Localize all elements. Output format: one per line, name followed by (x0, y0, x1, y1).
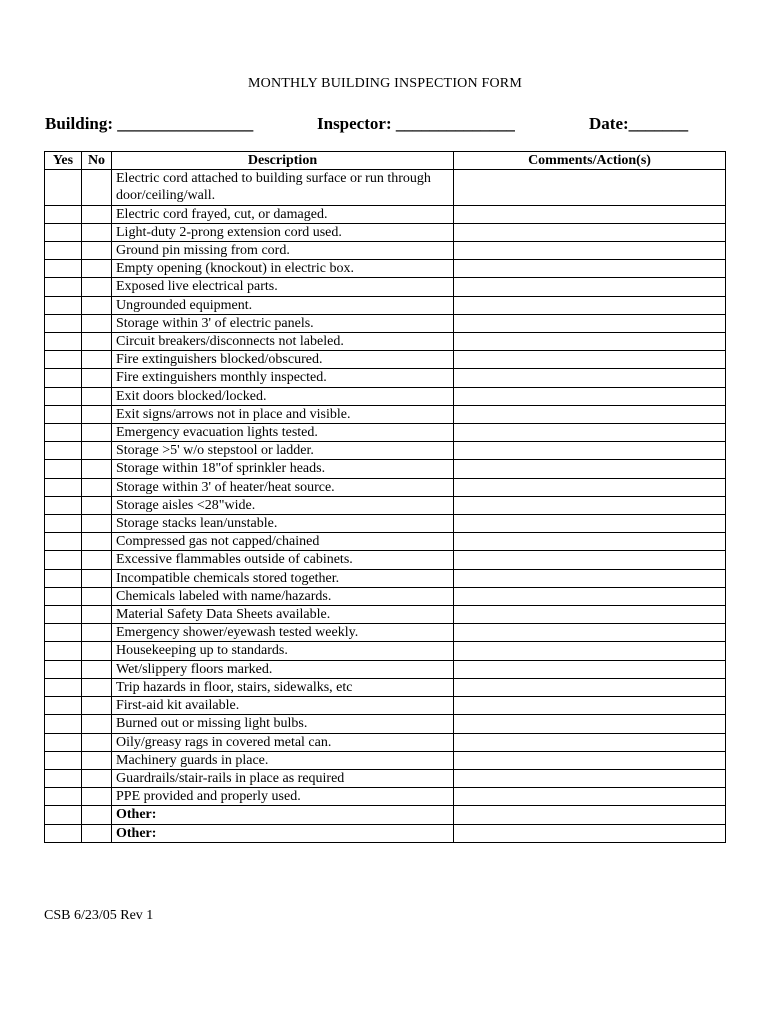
table-row (45, 751, 726, 769)
no-checkbox-cell[interactable] (82, 624, 112, 642)
no-checkbox-cell[interactable] (82, 642, 112, 660)
yes-checkbox-cell[interactable] (45, 587, 82, 605)
comments-cell[interactable] (454, 806, 726, 824)
no-checkbox-cell[interactable] (82, 170, 112, 205)
item-description: PPE provided and properly used. (112, 788, 454, 806)
table-row (45, 715, 726, 733)
yes-checkbox-cell[interactable] (45, 715, 82, 733)
comments-cell[interactable] (454, 624, 726, 642)
item-description: Electric cord frayed, cut, or damaged. (112, 205, 454, 223)
table-row (45, 387, 726, 405)
comments-cell[interactable] (454, 369, 726, 387)
yes-checkbox-cell[interactable] (45, 642, 82, 660)
table-row (45, 515, 726, 533)
item-description: Fire extinguishers monthly inspected. (112, 369, 454, 387)
table-row (45, 788, 726, 806)
comments-cell[interactable] (454, 442, 726, 460)
no-checkbox-cell[interactable] (82, 223, 112, 241)
yes-checkbox-cell[interactable] (45, 678, 82, 696)
no-checkbox-cell[interactable] (82, 533, 112, 551)
column-header-yes: Yes (45, 152, 82, 170)
yes-checkbox-cell[interactable] (45, 751, 82, 769)
comments-cell[interactable] (454, 788, 726, 806)
comments-cell[interactable] (454, 751, 726, 769)
item-description: Ground pin missing from cord. (112, 242, 454, 260)
comments-cell[interactable] (454, 223, 726, 241)
comments-cell[interactable] (454, 569, 726, 587)
comments-cell[interactable] (454, 170, 726, 205)
no-checkbox-cell[interactable] (82, 606, 112, 624)
comments-cell[interactable] (454, 405, 726, 423)
yes-checkbox-cell[interactable] (45, 624, 82, 642)
inspection-table (44, 151, 726, 843)
item-description: Machinery guards in place. (112, 751, 454, 769)
yes-checkbox-cell[interactable] (45, 478, 82, 496)
comments-cell[interactable] (454, 351, 726, 369)
yes-checkbox-cell[interactable] (45, 551, 82, 569)
comments-cell[interactable] (454, 333, 726, 351)
comments-cell[interactable] (454, 551, 726, 569)
no-checkbox-cell[interactable] (82, 751, 112, 769)
table-row (45, 533, 726, 551)
comments-cell[interactable] (454, 515, 726, 533)
no-checkbox-cell[interactable] (82, 569, 112, 587)
item-description: Storage within 18"of sprinkler heads. (112, 460, 454, 478)
comments-cell[interactable] (454, 642, 726, 660)
table-row (45, 769, 726, 787)
column-header-description: Description (112, 152, 454, 170)
table-header-row (45, 152, 726, 170)
table-row (45, 242, 726, 260)
table-row (45, 678, 726, 696)
column-header-comments: Comments/Action(s) (454, 152, 726, 170)
item-description: Incompatible chemicals stored together. (112, 569, 454, 587)
no-checkbox-cell[interactable] (82, 587, 112, 605)
table-row (45, 205, 726, 223)
no-checkbox-cell[interactable] (82, 515, 112, 533)
item-description: Fire extinguishers blocked/obscured. (112, 351, 454, 369)
yes-checkbox-cell[interactable] (45, 223, 82, 241)
item-description: Circuit breakers/disconnects not labeled. (112, 333, 454, 351)
column-header-no: No (82, 152, 112, 170)
comments-cell[interactable] (454, 660, 726, 678)
table-row (45, 278, 726, 296)
yes-checkbox-cell[interactable] (45, 515, 82, 533)
comments-cell[interactable] (454, 314, 726, 332)
no-checkbox-cell[interactable] (82, 405, 112, 423)
table-row (45, 260, 726, 278)
comments-cell[interactable] (454, 697, 726, 715)
table-row (45, 496, 726, 514)
table-row (45, 478, 726, 496)
yes-checkbox-cell[interactable] (45, 442, 82, 460)
table-row (45, 170, 726, 205)
comments-cell[interactable] (454, 387, 726, 405)
yes-checkbox-cell[interactable] (45, 806, 82, 824)
table-row (45, 442, 726, 460)
date-field[interactable]: Date:_______ (589, 114, 689, 133)
comments-cell[interactable] (454, 478, 726, 496)
comments-cell[interactable] (454, 715, 726, 733)
item-description: Exit signs/arrows not in place and visible. (112, 405, 454, 423)
item-description: Other: (112, 824, 454, 842)
no-checkbox-cell[interactable] (82, 715, 112, 733)
yes-checkbox-cell[interactable] (45, 424, 82, 442)
item-description: Ungrounded equipment. (112, 296, 454, 314)
no-checkbox-cell[interactable] (82, 278, 112, 296)
inspector-field[interactable]: Inspector: ______________ (317, 114, 515, 133)
table-row (45, 697, 726, 715)
no-checkbox-cell[interactable] (82, 333, 112, 351)
no-checkbox-cell[interactable] (82, 678, 112, 696)
table-row (45, 624, 726, 642)
yes-checkbox-cell[interactable] (45, 788, 82, 806)
no-checkbox-cell[interactable] (82, 769, 112, 787)
yes-checkbox-cell[interactable] (45, 314, 82, 332)
comments-cell[interactable] (454, 242, 726, 260)
no-checkbox-cell[interactable] (82, 369, 112, 387)
yes-checkbox-cell[interactable] (45, 533, 82, 551)
item-description: Excessive flammables outside of cabinets. (112, 551, 454, 569)
yes-checkbox-cell[interactable] (45, 242, 82, 260)
table-row (45, 587, 726, 605)
no-checkbox-cell[interactable] (82, 242, 112, 260)
item-description: Storage within 3' of electric panels. (112, 314, 454, 332)
no-checkbox-cell[interactable] (82, 460, 112, 478)
no-checkbox-cell[interactable] (82, 788, 112, 806)
comments-cell[interactable] (454, 824, 726, 842)
item-description: Trip hazards in floor, stairs, sidewalks, etc (112, 678, 454, 696)
yes-checkbox-cell[interactable] (45, 460, 82, 478)
item-description: Emergency shower/eyewash tested weekly. (112, 624, 454, 642)
comments-cell[interactable] (454, 587, 726, 605)
yes-checkbox-cell[interactable] (45, 278, 82, 296)
item-description: Housekeeping up to standards. (112, 642, 454, 660)
no-checkbox-cell[interactable] (82, 824, 112, 842)
item-description: Burned out or missing light bulbs. (112, 715, 454, 733)
item-description: Storage >5' w/o stepstool or ladder. (112, 442, 454, 460)
yes-checkbox-cell[interactable] (45, 496, 82, 514)
no-checkbox-cell[interactable] (82, 205, 112, 223)
comments-cell[interactable] (454, 460, 726, 478)
item-description: Material Safety Data Sheets available. (112, 606, 454, 624)
comments-cell[interactable] (454, 678, 726, 696)
item-description: Exit doors blocked/locked. (112, 387, 454, 405)
no-checkbox-cell[interactable] (82, 296, 112, 314)
yes-checkbox-cell[interactable] (45, 351, 82, 369)
item-description: Emergency evacuation lights tested. (112, 424, 454, 442)
no-checkbox-cell[interactable] (82, 697, 112, 715)
yes-checkbox-cell[interactable] (45, 824, 82, 842)
yes-checkbox-cell[interactable] (45, 769, 82, 787)
no-checkbox-cell[interactable] (82, 260, 112, 278)
no-checkbox-cell[interactable] (82, 351, 112, 369)
table-row (45, 824, 726, 842)
no-checkbox-cell[interactable] (82, 442, 112, 460)
yes-checkbox-cell[interactable] (45, 296, 82, 314)
table-row (45, 660, 726, 678)
table-row (45, 642, 726, 660)
item-description: Wet/slippery floors marked. (112, 660, 454, 678)
item-description: Oily/greasy rags in covered metal can. (112, 733, 454, 751)
yes-checkbox-cell[interactable] (45, 733, 82, 751)
item-description: Other: (112, 806, 454, 824)
table-row (45, 333, 726, 351)
yes-checkbox-cell[interactable] (45, 170, 82, 205)
yes-checkbox-cell[interactable] (45, 405, 82, 423)
table-row (45, 733, 726, 751)
comments-cell[interactable] (454, 606, 726, 624)
no-checkbox-cell[interactable] (82, 806, 112, 824)
item-description: Storage aisles <28"wide. (112, 496, 454, 514)
table-row (45, 351, 726, 369)
no-checkbox-cell[interactable] (82, 478, 112, 496)
comments-cell[interactable] (454, 278, 726, 296)
yes-checkbox-cell[interactable] (45, 369, 82, 387)
yes-checkbox-cell[interactable] (45, 569, 82, 587)
item-description: Exposed live electrical parts. (112, 278, 454, 296)
table-row (45, 296, 726, 314)
yes-checkbox-cell[interactable] (45, 260, 82, 278)
table-row (45, 405, 726, 423)
item-description: Compressed gas not capped/chained (112, 533, 454, 551)
revision-footer: CSB 6/23/05 Rev 1 (44, 908, 154, 923)
no-checkbox-cell[interactable] (82, 314, 112, 332)
item-description: Light-duty 2-prong extension cord used. (112, 223, 454, 241)
comments-cell[interactable] (454, 733, 726, 751)
table-row (45, 460, 726, 478)
no-checkbox-cell[interactable] (82, 660, 112, 678)
table-row (45, 369, 726, 387)
yes-checkbox-cell[interactable] (45, 697, 82, 715)
no-checkbox-cell[interactable] (82, 551, 112, 569)
item-description: Storage stacks lean/unstable. (112, 515, 454, 533)
no-checkbox-cell[interactable] (82, 496, 112, 514)
no-checkbox-cell[interactable] (82, 733, 112, 751)
comments-cell[interactable] (454, 769, 726, 787)
item-description: Empty opening (knockout) in electric box. (112, 260, 454, 278)
table-row (45, 606, 726, 624)
table-row (45, 569, 726, 587)
no-checkbox-cell[interactable] (82, 387, 112, 405)
comments-cell[interactable] (454, 533, 726, 551)
item-description: First-aid kit available. (112, 697, 454, 715)
item-description: Chemicals labeled with name/hazards. (112, 587, 454, 605)
table-row (45, 314, 726, 332)
comments-cell[interactable] (454, 260, 726, 278)
yes-checkbox-cell[interactable] (45, 606, 82, 624)
comments-cell[interactable] (454, 424, 726, 442)
building-field[interactable]: Building: ________________ (45, 114, 254, 133)
comments-cell[interactable] (454, 496, 726, 514)
item-description: Guardrails/stair-rails in place as required (112, 769, 454, 787)
yes-checkbox-cell[interactable] (45, 333, 82, 351)
yes-checkbox-cell[interactable] (45, 660, 82, 678)
item-description: Storage within 3' of heater/heat source. (112, 478, 454, 496)
table-row (45, 424, 726, 442)
table-body (45, 170, 726, 843)
form-title: MONTHLY BUILDING INSPECTION FORM (248, 76, 522, 91)
item-description: Electric cord attached to building surface or run through door/ceiling/wall. (112, 170, 454, 205)
no-checkbox-cell[interactable] (82, 424, 112, 442)
table-row (45, 551, 726, 569)
comments-cell[interactable] (454, 296, 726, 314)
yes-checkbox-cell[interactable] (45, 387, 82, 405)
yes-checkbox-cell[interactable] (45, 205, 82, 223)
table-row (45, 806, 726, 824)
table-row (45, 223, 726, 241)
comments-cell[interactable] (454, 205, 726, 223)
